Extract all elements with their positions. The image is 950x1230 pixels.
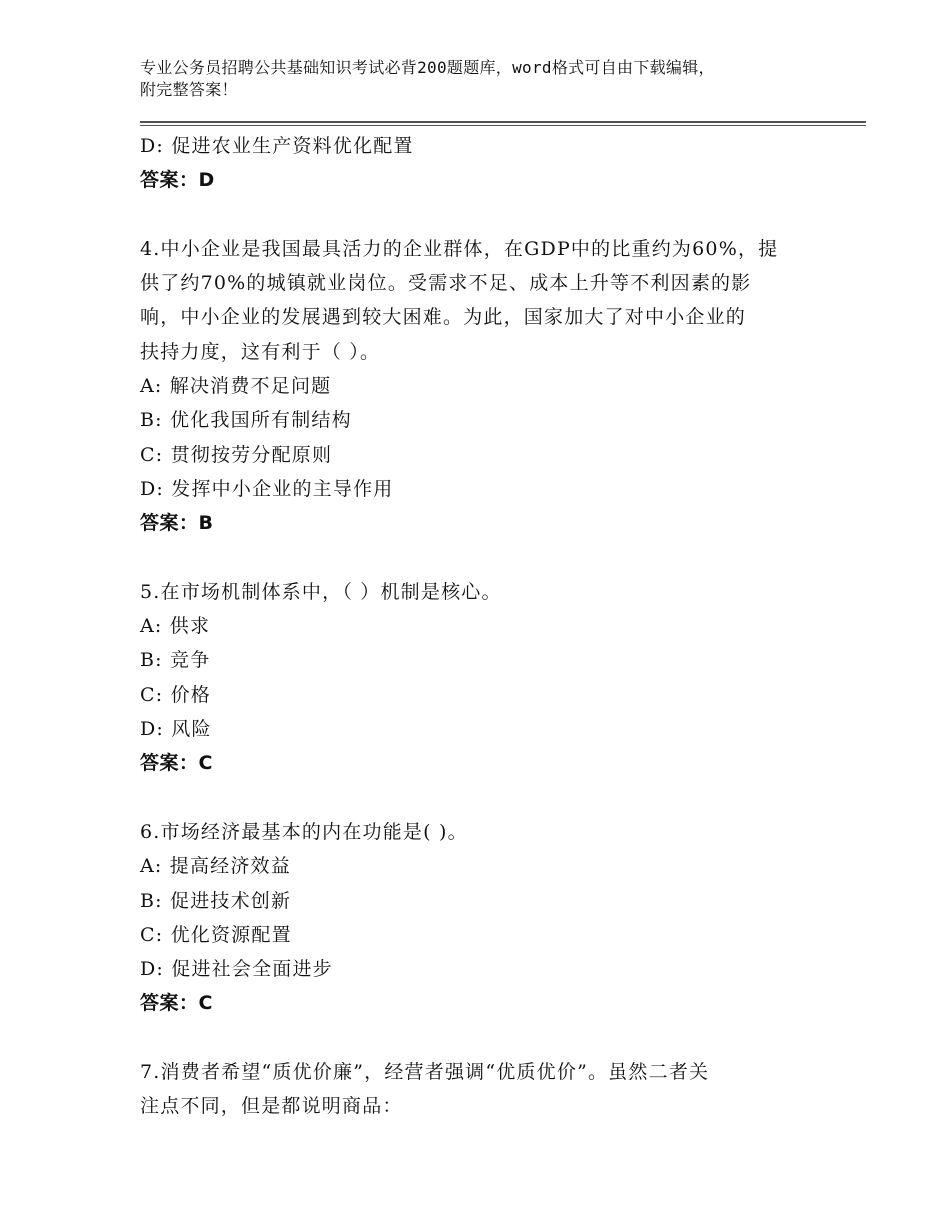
- option-b: B: 优化我国所有制结构: [140, 409, 352, 432]
- option-b: B: 竞争: [140, 649, 211, 672]
- question-stem-line: 注点不同，但是都说明商品：: [140, 1095, 403, 1118]
- question-stem-line: 5.在市场机制体系中，（ ）机制是核心。: [140, 580, 502, 603]
- header-line-1: 专业公务员招聘公共基础知识考试必背200题题库，word格式可自由下载编辑，: [140, 58, 715, 77]
- option-a: A: 供求: [140, 615, 211, 638]
- header-rule-thick: [140, 121, 866, 123]
- header-rule-thin: [140, 125, 866, 126]
- answer-line: 答案：C: [140, 992, 213, 1015]
- option-d: D: 发挥中小企业的主导作用: [140, 477, 394, 500]
- question-stem-line: 6.市场经济最基本的内在功能是( )。: [140, 820, 468, 843]
- question-stem-line: 响，中小企业的发展遇到较大困难。为此，国家加大了对中小企业的: [140, 306, 747, 329]
- option-d: D: 促进农业生产资料优化配置: [140, 135, 414, 157]
- option-c: C: 价格: [140, 683, 211, 706]
- question-block-7: [140, 1055, 820, 1124]
- option-b: B: 促进技术创新: [140, 889, 292, 912]
- page-header: [140, 57, 820, 101]
- option-c: C: 贯彻按劳分配原则: [140, 443, 333, 466]
- option-d: D: 促进社会全面进步: [140, 958, 333, 981]
- question-stem-line: 扶持力度，这有利于（ ）。: [140, 340, 381, 363]
- question-stem-line: 7.消费者希望“质优价廉”，经营者强调“优质优价”。虽然二者关: [140, 1061, 710, 1084]
- question-block-4: [140, 232, 820, 541]
- question-content: [140, 129, 820, 1124]
- option-a: A: 提高经济效益: [140, 855, 291, 878]
- spacer: [140, 541, 820, 575]
- option-d: D: 风险: [140, 718, 212, 741]
- question-block-5: [140, 575, 820, 781]
- option-a: A: 解决消费不足问题: [140, 375, 332, 398]
- question-stem-line: 供了约70%的城镇就业岗位。受需求不足、成本上升等不利因素的影: [140, 272, 752, 295]
- header-line-2: 附完整答案！: [140, 80, 238, 99]
- question-stem-line: 4.中小企业是我国最具活力的企业群体，在GDP中的比重约为60%，提: [140, 237, 779, 260]
- question-block-3: [140, 129, 820, 198]
- answer-line: 答案：D: [140, 169, 215, 192]
- spacer: [140, 1021, 820, 1055]
- question-block-6: [140, 815, 820, 1021]
- answer-line: 答案：B: [140, 512, 214, 535]
- option-c: C: 优化资源配置: [140, 923, 292, 946]
- answer-line: 答案：C: [140, 752, 213, 775]
- spacer: [140, 198, 820, 232]
- spacer: [140, 781, 820, 815]
